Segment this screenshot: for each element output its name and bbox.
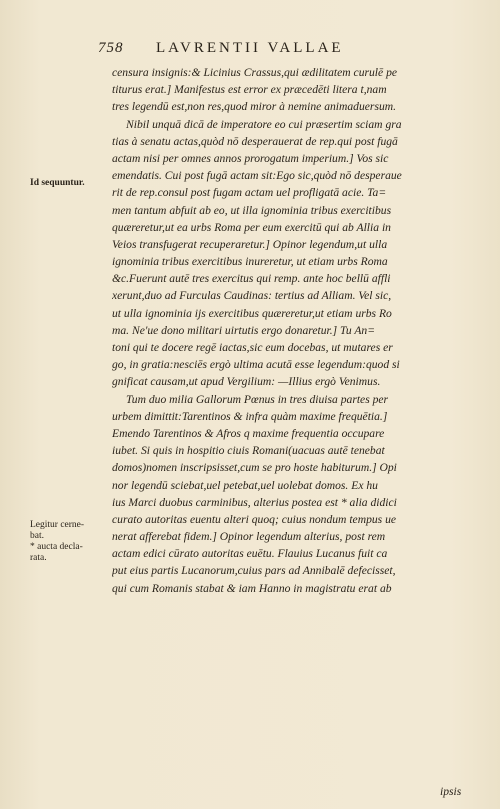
text-line: Tum duo milia Gallorum Pœnus in tres diuisa partes per: [126, 392, 389, 406]
text-line: curato autoritas euentu alteri quoq; cuius nondum tempus ue: [112, 512, 397, 526]
margin-note-line: bat.: [30, 531, 44, 541]
text-line: rit de rep.consul post fugam actam uel profligatā acie. Ta=: [112, 186, 387, 200]
text-line: put eius partis Lucanorum,cuius pars ad Annibalē defecisset,: [112, 564, 396, 578]
page-header: [98, 40, 478, 60]
text-line: ius Marci duobus carminibus, alterius postea est * alia didici: [112, 495, 397, 509]
margin-note-legitur: [30, 520, 110, 564]
text-line: toni qui te docere regē iactas,sic eum docebas, ut mutares er: [112, 341, 393, 354]
page-number: 758: [98, 40, 124, 56]
text-line: nor legendū sciebat,uel petebat,uel uolebat domos. Ex hu: [112, 478, 378, 492]
catchword: ipsis: [440, 785, 462, 798]
text-line: quæreretur,ut ea urbs Roma per eum exercitū qui ab Allia in: [112, 220, 391, 234]
text-line: titurus erat.] Manifestus est error ex præcedēti litera t,nam: [112, 83, 387, 97]
text-line: tias à senatu actas,quòd nō desperauerat de rep.qui post fugā: [112, 134, 398, 148]
text-line: nerat afferebat fidem.] Opinor legendum alterius, post rem: [112, 530, 386, 544]
body-text: [112, 64, 490, 597]
margin-note-line: * aucta decla-: [30, 542, 83, 552]
text-line: qui cum Romanis stabat & iam Hanno in magistratu erat ab: [112, 581, 392, 595]
text-line: ma. Ne'ue dono militari uirtutis ergo donaretur.] Tu An=: [112, 323, 376, 337]
text-line: actam nisi per omnes annos prorogatum imperium.] Vos sic: [112, 151, 389, 165]
text-line: gnificat causam,ut apud Vergilium: —Illius ergò Venimus.: [112, 375, 381, 389]
text-line: Nibil unquā dicā de imperatore eo cui præsertim sciam gra: [126, 117, 402, 131]
text-line: xerunt,duo ad Furculas Caudinas: tertius ad Alliam. Vel sic,: [112, 289, 392, 303]
text-line: men tantum abfuit ab eo, ut illa ignominia tribus exercitibus: [112, 203, 392, 217]
text-line: ut ulla ignominia ijs exercitibus quæreretur,ut etiam urbs Ro: [112, 306, 392, 320]
text-line: Veios transfugerat recuperaretur.] Opinor legendum,ut ulla: [112, 237, 388, 251]
text-line: Emendo Tarentinos & Afros q maxime frequentia occupare: [112, 426, 385, 440]
margin-note-id-sequuntur: Id sequuntur.: [30, 178, 85, 188]
text-line: ignominia tribus exercitibus inureretur, ut etiam urbs Roma: [112, 255, 388, 269]
running-title: LAVRENTII VALLAE: [156, 40, 344, 56]
text-line: go, in gratia:nesciēs ergò ultima acutā esse legendum:quod si: [112, 358, 400, 372]
text-line: domos)nomen inscripsisset,cum se pro hoste habiturum.] Opi: [112, 461, 397, 475]
text-line: urbem dimittit:Tarentinos & infra quàm maxime frequētia.]: [112, 409, 388, 423]
margin-note-line: Legitur cerne-: [30, 520, 85, 530]
text-line: tres legendū est,non res,quod miror à nemine animaduersum.: [112, 100, 397, 114]
margin-note-line: rata.: [30, 553, 47, 563]
text-line: censura insignis:& Licinius Crassus,qui ædilitatem curulē pe: [112, 66, 398, 79]
text-line: actam edici cūrato autoritas euētu. Flauius Lucanus fuit ca: [112, 547, 388, 561]
text-line: &c.Fuerunt autē tres exercitus qui remp. ante hoc bellū affli: [112, 272, 391, 286]
text-line: emendatis. Cui post fugā actam sit:Ego sic,quòd nō desperaue: [112, 169, 402, 183]
text-line: iubet. Si quis in hospitio ciuis Romani(uacuas autē tenebat: [112, 444, 385, 458]
